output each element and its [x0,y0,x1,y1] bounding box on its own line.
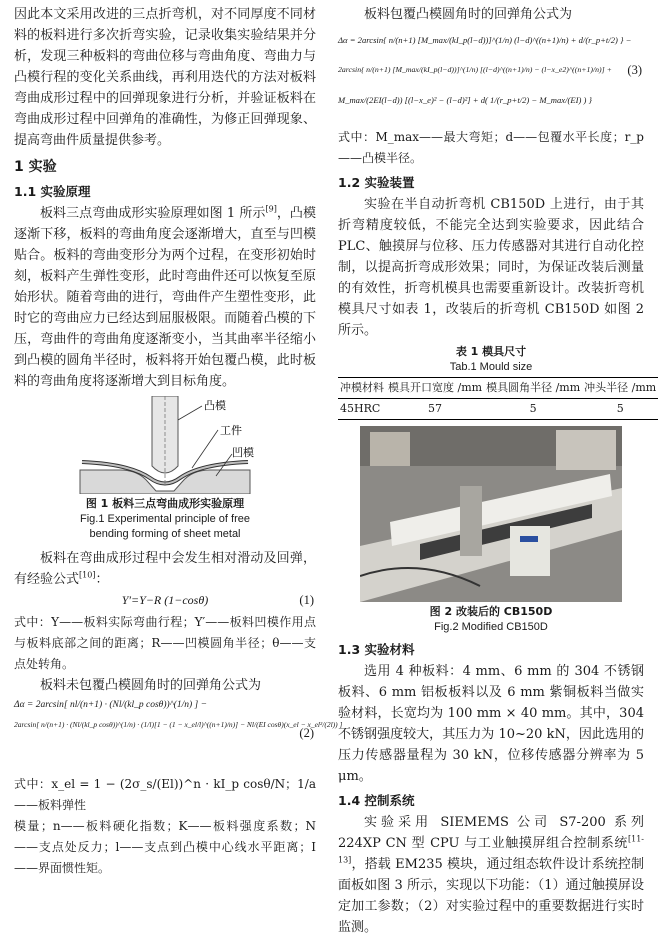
section-1-3-heading: 1.3 实验材料 [338,642,415,657]
label-punch: 凸模 [204,399,226,412]
section-1-heading: 1 实验 [14,159,57,175]
control-text-a: 实验采用 SIEMEMS 公司 S7-200 系列 224XP CN 型 CPU 与工业触摸屏组合控制系统 [338,815,644,851]
citation-10: [10] [79,570,96,580]
leader-workpiece [192,430,218,468]
principle-text-a: 板料三点弯曲成形实验原理如图 1 所示 [40,206,266,221]
sensor-block [510,526,550,576]
label-workpiece: 工件 [220,424,242,437]
slip-paragraph [14,548,316,590]
equation-3-line-1: Δα = 2arcsin{ n/(n+1) [M_max/(kI_p(l−d))]^(1/n) (l−d)^((n+1)/n) + d/(r_p+t/2) } − [338,35,632,45]
figure-2-caption-en: Fig.2 Modified CB150D [434,621,548,633]
springback-intro: 板料未包覆凸模圆角时的回弹角公式为 [40,678,262,693]
modified-press-brake-photo [360,426,622,602]
equation-1-definitions: 式中：Y——板料实际弯曲行程；Y′——板料凹模作用点与板料底部之间的距离；R——凹模圆角半径；θ——支点处转角。 [14,615,316,671]
figure-2 [360,426,622,602]
apparatus-paragraph: 实验在半自动折弯机 CB150D 上进行，由于其折弯精度较低，不能完全达到实验要求，因此结合 PLC、触摸屏与位移、压力传感器对其进行自动化控制，以提高折弯成形效果；同时，为保证改装后测量的有效性，折弯机模具也需要重新设计。改装折弯机模具尺寸如表 1，改装后的折弯机 CB150D 如图 2 所示。 [338,197,644,338]
control-text-b: ，搭载 EM235 模块，通过组态软件设计系统控制面板如图 3 所示，实现以下功能：（1）通过触摸屏设定加工参数；（2）对实验过程中的重要数据进行实时监测。 [338,857,644,935]
principle-paragraph [14,203,316,392]
header-opening-width: 模具开口宽度 /mm [386,378,484,399]
header-punch-material: 冲模材料 [338,378,386,399]
mould-size-table [338,377,658,420]
table-1-caption-cn: 表 1 模具尺寸 [455,345,527,358]
citation-11-13: [11-13] [338,834,644,865]
table-header-row [338,378,658,399]
table-row [338,399,658,420]
left-column [14,4,343,879]
principle-text-b: ，凸模逐渐下移，板料的弯曲角度会逐渐增大，直至与凹模贴合。板料的弯曲变形分为两个过程，在变形初始时刻，板料产生弹性变形，此时弯曲件还可以恢复至原始形状。随着弯曲的进行，弯曲件产生塑性变形，此时它的弯曲应力已经达到屈服极限。而随着凸模的下压，弯曲件的弯曲角度逐渐变小，当其曲率半径缩小到凸模的圆角半径时，板料将开始包覆凸模，此时板料的弯曲角度将逐渐增大到目标角度。 [14,206,316,389]
equation-2-line-1: Δα = 2arcsin[ nl/(n+1) · (Nl/(kl_p cosθ))^(1/n) ] − [14,700,207,710]
slip-text-b: ： [95,572,109,587]
cell-die-radius: 5 [484,399,582,420]
equation-2-number: (2) [299,726,314,740]
three-point-bending-diagram [70,396,260,494]
equation-2-definitions-1: 式中：x_el = 1 − (2σ_s/(El))^n · kI_p cosθ/N；1/a——板料弹性 [14,777,316,812]
equation-2 [14,696,343,774]
punch-holder [460,486,482,556]
figure-2-caption-cn: 图 2 改装后的 CB150D [429,605,553,618]
leader-punch [178,406,202,420]
figure-1 [70,396,260,494]
equation-3-line-3: M_max/(2EI(l−d)) [(l−x_e)² − (l−d)²] + d( 1/(r_p+t/2) − M_max/(EI) ) } [338,95,592,105]
figure-1-caption-cn: 图 1 板料三点弯曲成形实验原理 [85,497,245,510]
citation-9: [9] [265,204,277,214]
equation-3 [338,25,644,127]
wrap-springback-intro: 板料包覆凸模圆角时的回弹角公式为 [364,7,573,22]
header-punch-radius: 冲头半径 /mm [582,378,658,399]
figure-1-caption-en-1: Fig.1 Experimental principle of free [80,513,250,525]
section-1-4-heading: 1.4 控制系统 [338,793,415,808]
equation-2-definitions-2: 模量；n——板料硬化指数；K——板料强度系数；N——支点处反力；l——支点到凸模中心线水平距离；I——界面惯性矩。 [14,819,316,875]
materials-paragraph: 选用 4 种板料：4 mm、6 mm 的 304 不锈钢板料、6 mm 铝板板料以及 6 mm 紫铜板料当做实验材料，长宽均为 100 mm × 40 mm。其中，304 不锈钢强度较大，其压力为 10~20 kN，因此选用的压力传感器量程为 30 kN，位移传感器分辨率为 5 μm。 [338,664,644,784]
slip-text-a: 板料在弯曲成形过程中会发生相对滑动及回弹，有经验公式 [14,551,316,587]
equation-3-line-2: 2arcsin{ n/(n+1) [M_max/(kI_p(l−d))]^(1/n) [(l−d)^((n+1)/n) − (l−x_e2)^((n+1)/n)] + [338,65,612,74]
equation-1-body: Y′=Y−R (1−cosθ) [121,593,209,607]
photo-left-box [370,432,410,466]
equation-3-definitions: 式中：M_max——最大弯矩；d——包覆水平长度；r_p——凸模半径。 [338,130,644,165]
figure-1-caption-en-2: bending forming of sheet metal [89,528,241,540]
label-die: 凹模 [232,446,254,459]
equation-1-number: (1) [299,593,314,607]
section-1-1-heading: 1.1 实验原理 [14,184,91,199]
equation-1 [14,590,316,612]
equation-2-line-2: 2arcsin[ n/(n+1) · (Nl/(kl_p cosθ))^(1/n) · (1/l)[1 − (1 − x_el/l)^((n+1)/n)] − Nl/(EI cosθ)(x_el − x_el²/(2l)) ] [14,720,343,729]
cell-opening-width: 57 [386,399,484,420]
header-die-radius: 模具圆角半径 /mm [484,378,582,399]
intro-paragraph: 因此本文采用改进的三点折弯机，对不同厚度不同材料的板料进行多次折弯实验，记录收集实验结果并分析，发现三种板料的弯曲位移与弯曲角度、弯曲力与凸模行程的变化关系曲线，再利用迭代的方法对板料弯曲成形过程中的回弹现象进行分析，并验证板料在弯曲成形过程中回弹角的准确性，为修正回弹现象、提高弯曲件质量提供参考。 [14,7,316,148]
photo-right-box [556,430,616,470]
right-column [338,4,657,938]
cell-material: 45HRC [338,399,386,420]
equation-3-number: (3) [627,63,642,77]
control-system-paragraph [338,812,644,938]
cell-punch-radius: 5 [582,399,658,420]
section-1-2-heading: 1.2 实验装置 [338,175,415,190]
brand-plate [520,536,538,542]
table-1-caption-en: Tab.1 Mould size [449,361,533,373]
